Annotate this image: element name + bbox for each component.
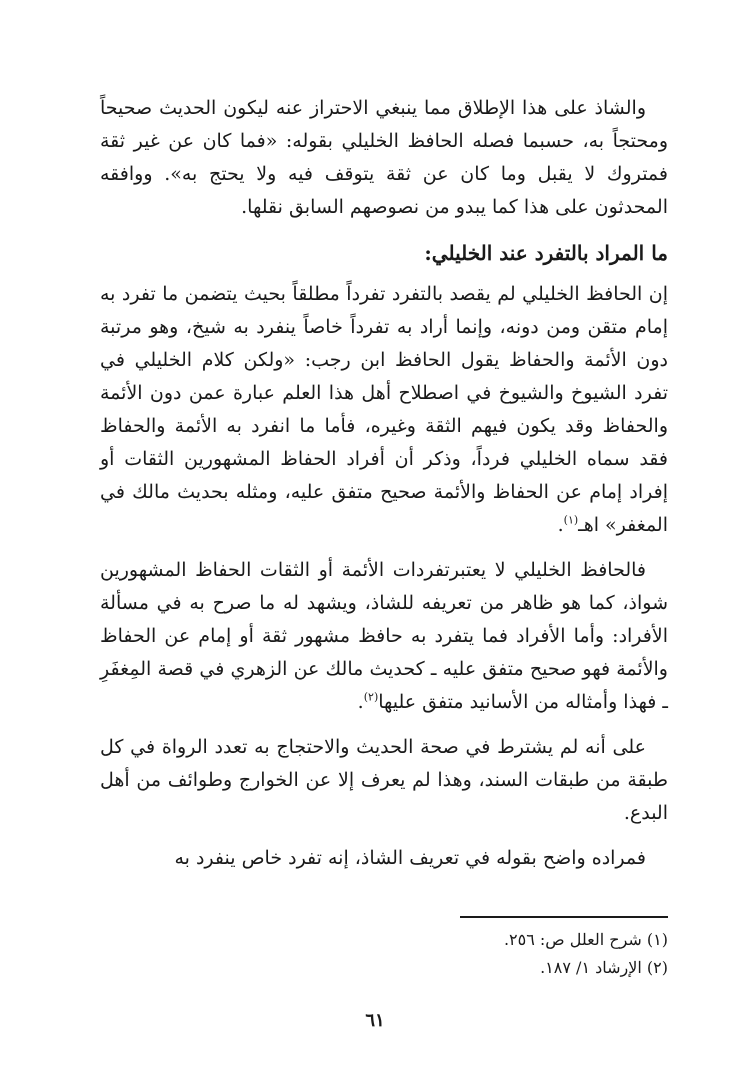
footnote-ref-2: (٢) [363,690,379,704]
paragraph-3 [100,554,668,719]
section-heading: ما المراد بالتفرد عند الخليلي: [424,241,668,265]
footnote-ref-1: (١) [563,513,579,527]
footnote-divider [460,916,668,918]
footnote-1: (١) شرح العلل ص: ٢٥٦. [503,930,668,949]
page-number: ٦١ [365,1010,385,1031]
paragraph-3-end: . [357,691,364,713]
paragraph-4 [100,731,668,830]
paragraph-5 [100,842,668,875]
page-body [100,92,668,887]
paragraph-5-text: فمراده واضح بقوله في تعريف الشاذ، إنه تفرد خاص ينفرد به [174,847,646,869]
footnote-2: (٢) الإرشاد ١/ ١٨٧. [540,958,668,977]
paragraph-1 [100,92,668,224]
paragraph-1-text: والشاذ على هذا الإطلاق مما ينبغي الاحتراز عنه ليكون الحديث صحيحاً ومحتجاً به، حسبما فصله الحافظ الخليلي بقوله: «فما كان عن غير ثقة فمتروك لا يقبل وما كان عن ثقة يتوقف فيه ولا يحتج به». ووافقه المحدثون على هذا كما يبدو من نصوصهم السابق نقلها. [100,97,668,218]
paragraph-4-text: على أنه لم يشترط في صحة الحديث والاحتجاج به تعدد الرواة في كل طبقة من طبقات السند، وهذا لم يعرف إلا عن الخوارج وطوائف من أهل البدع. [100,736,668,824]
paragraph-3-text: فالحافظ الخليلي لا يعتبرتفردات الأئمة أو الثقات الحفاظ المشهورين شواذ، كما هو ظاهر من تعريفه للشاذ، ويشهد له ما صرح به في مسألة الأفراد: وأما الأفراد فما يتفرد به حافظ مشهور ثقة أو إمام عن الحفاظ والأئمة فهو صحيح متفق عليه ـ كحديث مالك عن الزهري في قصة المِغفَرِ ـ فهذا وأمثاله من الأسانيد متفق عليها [100,559,668,713]
paragraph-2-text: إن الحافظ الخليلي لم يقصد بالتفرد تفرداً مطلقاً بحيث يتضمن ما تفرد به إمام متقن ومن دونه، وإنما أراد به تفرداً خاصاً ينفرد به شيخ، وهو مرتبة دون الأئمة والحفاظ يقول الحافظ ابن رجب: «ولكن كلام الخليلي في تفرد الشيوخ والشيوخ في اصطلاح أهل هذا العلم عبارة عمن دون الأئمة والحفاظ وقد يكون فيهم الثقة وغيره، فأما ما انفرد به الأئمة والحفاظ فقد سماه الخليلي فرداً، وذكر أن أفراد الحفاظ المشهورين الثقات أو إفراد إمام عن الحفاظ والأئمة صحيح متفق عليه، ومثله بحديث مالك في المغفر» اهـ [100,283,668,536]
paragraph-2 [100,278,668,542]
paragraph-2-end: . [557,514,564,536]
footnotes [100,926,668,982]
